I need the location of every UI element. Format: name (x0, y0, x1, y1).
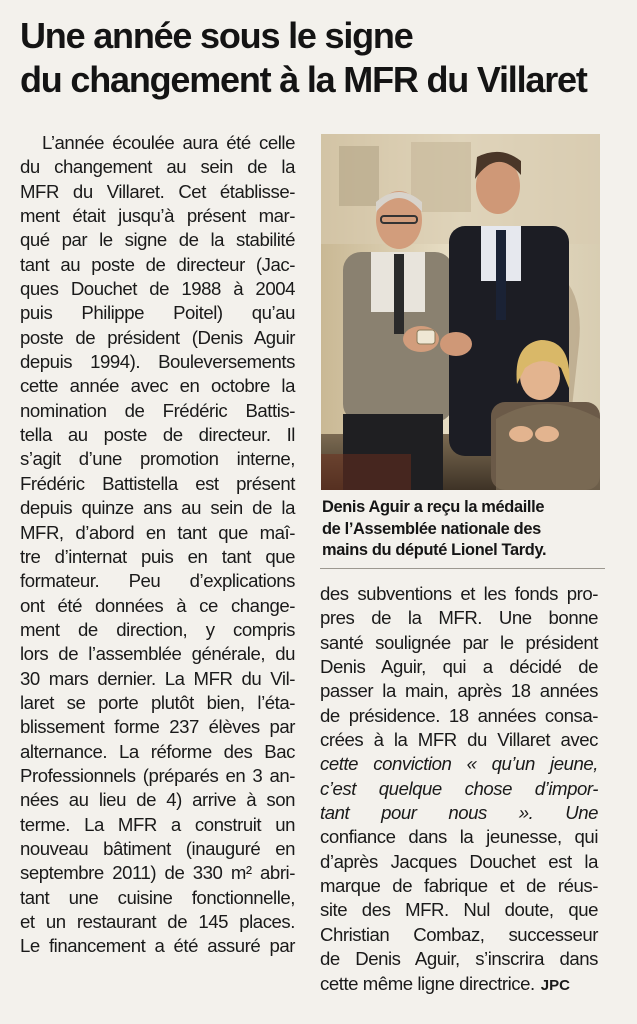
body-line: puis Philippe Poitel) qu’au (20, 302, 295, 324)
body-line: ment de direction, y compris (20, 618, 295, 640)
photo-caption (322, 497, 607, 562)
body-line (320, 631, 598, 655)
body-line-text: cette même ligne directrice. (320, 972, 535, 994)
body-line (320, 679, 598, 703)
body-line (320, 752, 598, 776)
body-line: ques Douchet de 1988 à 2004 (20, 278, 295, 300)
photo-caption-line: Denis Aguir a reçu la médaille (322, 498, 545, 516)
body-line-text: des subventions et les fonds pro- (320, 583, 598, 604)
body-line (320, 655, 598, 679)
body-line-text: santé soulignée par le président (320, 631, 598, 653)
body-line (320, 923, 598, 947)
body-line-text: confiance dans la jeunesse, qui (320, 826, 598, 848)
body-line: du changement au sein de la (20, 156, 295, 178)
body-line-text: pres de la MFR. Une bonne (320, 607, 598, 629)
body-line: et un restaurant de 145 places. (20, 911, 295, 932)
photo-caption-line: mains du député Lionel Tardy. (322, 541, 547, 559)
body-line: nouveau bâtiment (inauguré en (20, 837, 295, 859)
body-line: ont été données à ce change- (20, 594, 295, 616)
body-line: Professionnels (préparés en 3 an- (20, 764, 295, 786)
body-line (320, 582, 598, 606)
article-photo (321, 134, 600, 490)
body-line: alternance. La réforme des Bac (20, 740, 295, 762)
body-line: formateur. Peu d’explications (20, 570, 295, 592)
body-line: Le financement a été assuré par (20, 935, 295, 957)
photo-caption-line: de l’Assemblée nationale des (322, 519, 541, 538)
body-line: depuis 1994). Bouleversements (20, 351, 295, 373)
body-line: terme. La MFR a construit un (20, 813, 295, 835)
body-line (320, 947, 598, 971)
headline-line: Une année sous le signe (20, 15, 413, 56)
article-body-right-column (320, 582, 598, 998)
caption-divider (320, 568, 605, 569)
body-line-text: tant pour nous ». Une (320, 802, 598, 824)
article-body-left-column (20, 131, 295, 959)
body-line: Frédéric Battistella est présent (20, 472, 295, 494)
headline-line: du changement à la MFR du Villaret (20, 59, 587, 100)
body-line: tella au poste de directeur. Il (20, 424, 295, 446)
body-line (320, 777, 598, 801)
body-line (320, 898, 598, 922)
body-line-text: Christian Combaz, successeur (320, 923, 598, 945)
body-line: MFR, d’abord en tant que maî- (20, 521, 295, 543)
body-line (320, 606, 598, 630)
body-line: MFR du Villaret. Cet établisse- (20, 180, 295, 202)
body-line (320, 825, 598, 849)
body-line: poste de président (Denis Aguir (20, 326, 295, 348)
body-line: cette année avec en octobre la (20, 375, 295, 397)
body-line: nées au lieu de 4) arrive à son (20, 789, 295, 811)
body-line: ment était jusqu’à présent mar- (20, 205, 295, 227)
body-line-text: passer la main, après 18 années (320, 680, 598, 702)
body-line: tant au poste de directeur (Jac- (20, 253, 295, 275)
body-line: L’année écoulée aura été celle (42, 132, 295, 153)
body-line: tre d’internat puis en tant que (20, 545, 295, 567)
body-line: qué par le signe de la stabilité (20, 229, 295, 251)
body-line: tant une cuisine fonctionnelle, (20, 886, 295, 908)
body-line-text: c’est quelque chose d’impor- (320, 777, 598, 799)
body-line-text: Denis Aguir, qui a décidé de (320, 656, 598, 678)
body-line-text: site des MFR. Nul doute, que (320, 899, 598, 921)
body-line: blissement forme 237 élèves par (20, 716, 295, 738)
photo-illustration (321, 134, 600, 490)
body-line (320, 850, 598, 874)
body-line-text: marque de fabrique et de réus- (320, 875, 598, 897)
body-line (320, 704, 598, 728)
body-line-text: crées à la MFR du Villaret avec (320, 729, 598, 751)
body-line: laret se porte plutôt bien, l’éta- (20, 691, 295, 713)
body-line: nomination de Frédéric Battis- (20, 399, 295, 421)
body-line-text: d’après Jacques Douchet est la (320, 850, 598, 872)
body-line: lors de l’assemblée générale, du (20, 643, 295, 665)
body-line: septembre 2011) de 330 m² abri- (20, 862, 295, 884)
body-line (320, 801, 598, 825)
author-signature: JPC (540, 976, 570, 994)
headline (20, 14, 620, 102)
body-line: s’agit d’une promotion interne, (20, 448, 295, 470)
body-line: 30 mars dernier. La MFR du Vil- (20, 667, 295, 689)
body-line-text: de Denis Aguir, s’inscrira dans (320, 948, 598, 970)
body-line (320, 728, 598, 752)
body-line (320, 972, 598, 998)
body-line: depuis quinze ans au sein de la (20, 497, 295, 519)
body-line (320, 874, 598, 898)
body-line-text: de présidence. 18 années consa- (320, 704, 598, 726)
body-line-text: cette conviction « qu’un jeune, (320, 753, 598, 775)
